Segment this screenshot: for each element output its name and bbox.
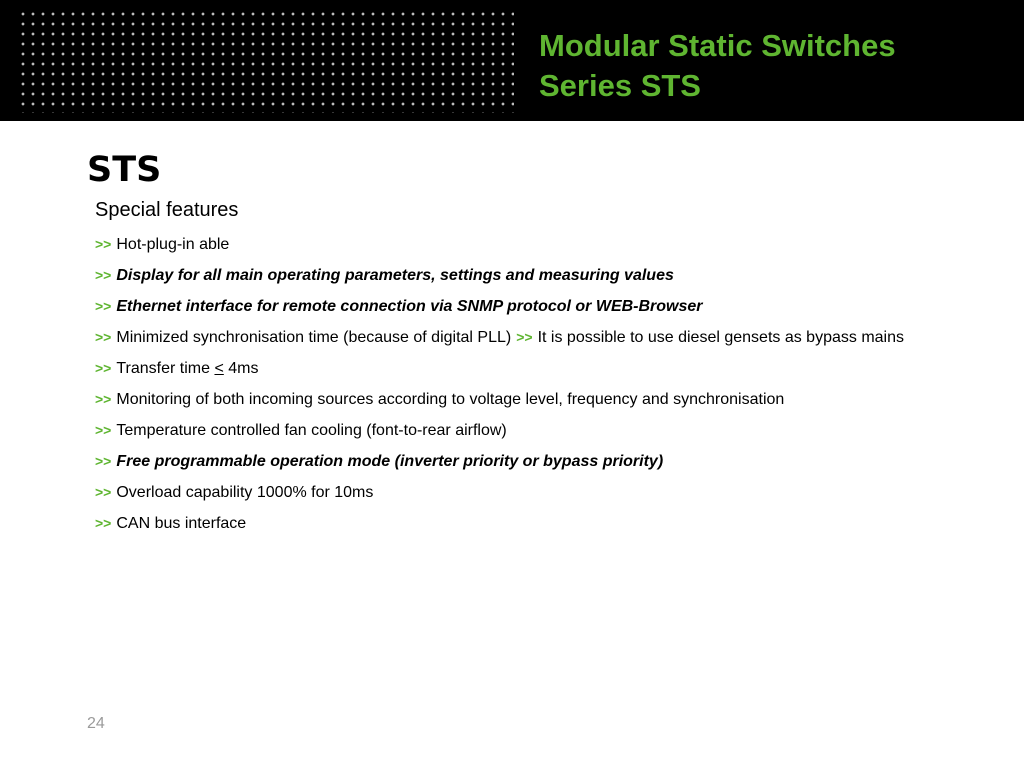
dot-pattern-decoration	[18, 9, 514, 113]
bullet-marker-icon: >>	[95, 360, 112, 376]
feature-hot-plug	[95, 233, 995, 264]
feature-synchronisation	[95, 326, 995, 357]
bullet-marker-icon: >>	[95, 298, 112, 314]
feature-text: Temperature controlled fan cooling (font-to-rear airflow)	[116, 422, 507, 439]
header-banner	[0, 0, 1024, 121]
bullet-marker-icon: >>	[95, 515, 112, 531]
feature-text: It is possible to use diesel gensets as bypass mains	[537, 329, 904, 346]
bullet-marker-icon: >>	[95, 484, 112, 500]
feature-display	[95, 264, 995, 295]
feature-value: 4ms	[228, 360, 259, 377]
feature-text: Free programmable operation mode (inverter priority or bypass priority)	[116, 453, 664, 470]
feature-text: Monitoring of both incoming sources according to voltage level, frequency and synchronisation	[116, 391, 785, 408]
bullet-marker-icon: >>	[95, 422, 112, 438]
feature-overload	[95, 481, 995, 512]
feature-list	[95, 233, 995, 543]
feature-ethernet	[95, 295, 995, 326]
feature-programmable-mode	[95, 450, 995, 481]
feature-text: Transfer time	[116, 360, 211, 377]
feature-text: Overload capability 1000% for 10ms	[116, 484, 374, 501]
bullet-marker-icon: >>	[95, 391, 112, 407]
feature-cooling	[95, 419, 995, 450]
bullet-marker-icon: >>	[95, 453, 112, 469]
feature-text: Display for all main operating parameters, settings and measuring values	[116, 267, 674, 284]
slide-title-line-2: Series STS	[539, 68, 701, 103]
bullet-marker-icon: >>	[95, 267, 112, 283]
feature-monitoring	[95, 388, 995, 419]
feature-text: CAN bus interface	[116, 515, 247, 532]
feature-text: Minimized synchronisation time (because of digital PLL)	[116, 329, 512, 346]
bullet-marker-icon: >>	[95, 329, 112, 345]
slide-title	[539, 26, 896, 106]
section-subheading: Special features	[95, 199, 239, 221]
section-heading: STS	[87, 150, 162, 190]
feature-transfer-time	[95, 357, 995, 388]
slide-title-line-1: Modular Static Switches	[539, 28, 896, 63]
bullet-marker-icon: >>	[95, 236, 112, 252]
less-than-symbol: <	[214, 360, 224, 377]
bullet-marker-icon: >>	[516, 329, 533, 345]
feature-text: Hot-plug-in able	[116, 236, 230, 253]
page-number: 24	[87, 715, 105, 732]
feature-text: Ethernet interface for remote connection via SNMP protocol or WEB-Browser	[116, 298, 703, 315]
feature-can-bus	[95, 512, 995, 543]
